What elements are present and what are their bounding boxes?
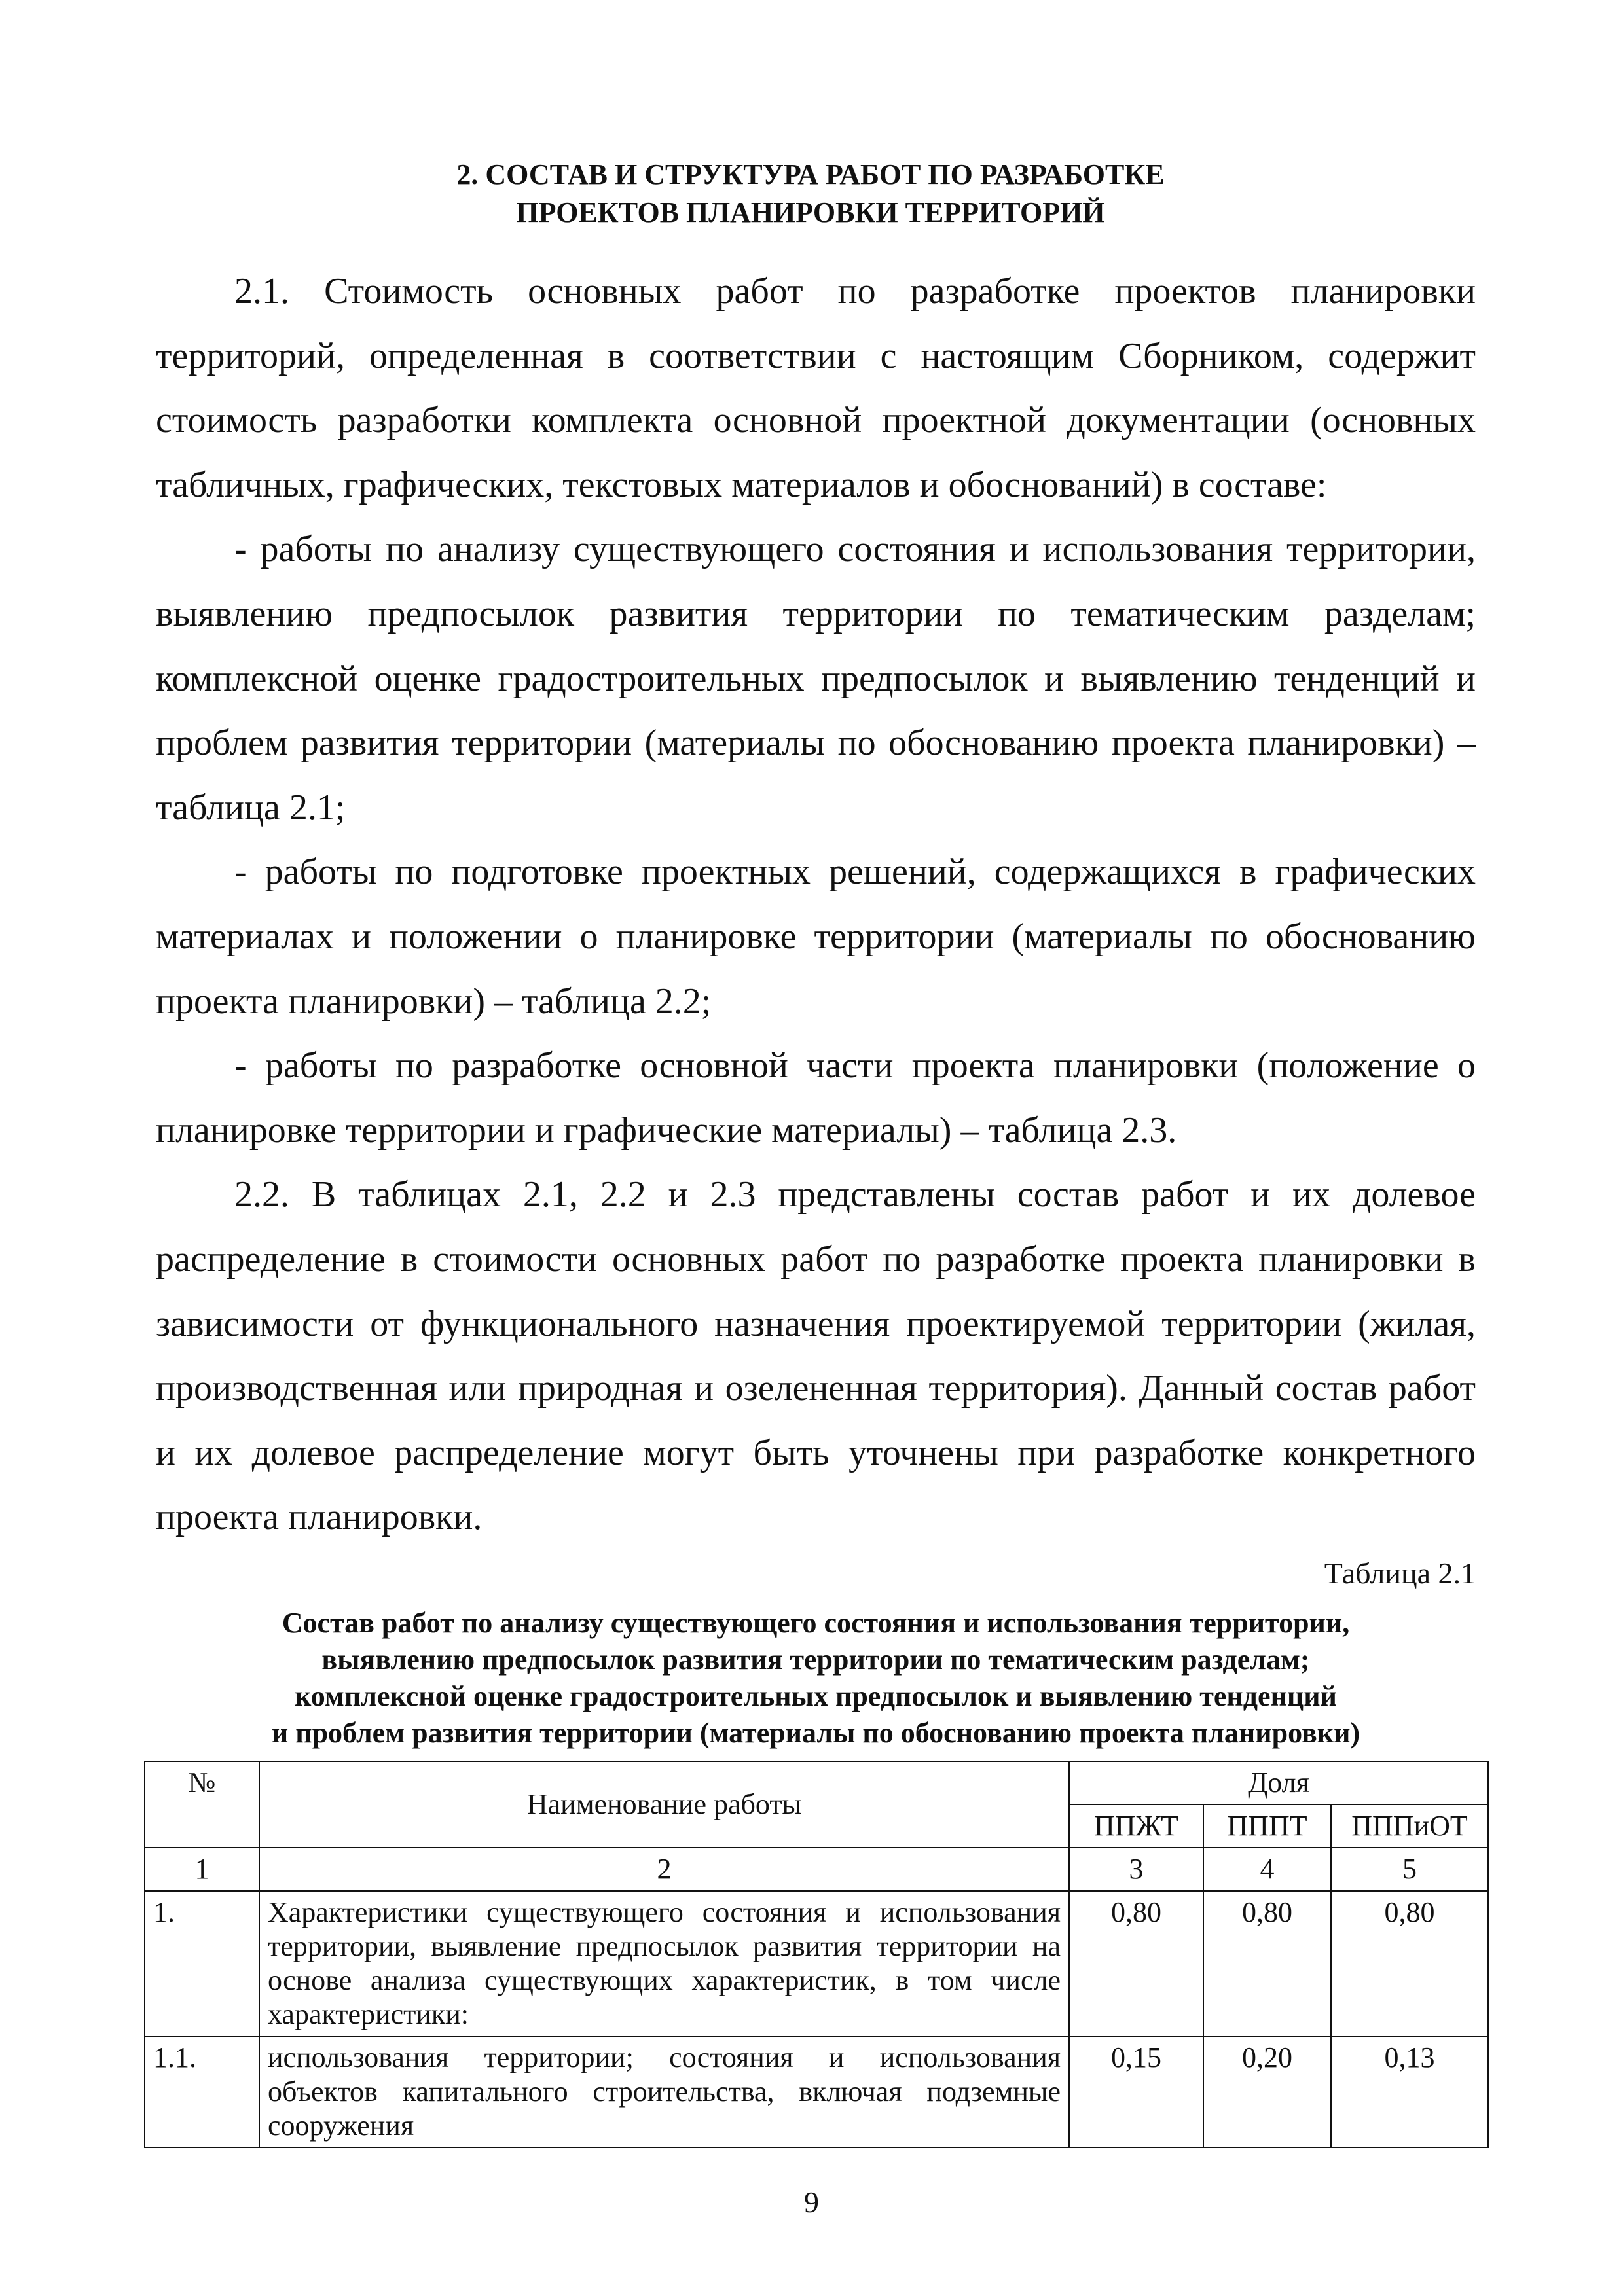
header-pppt: ПППТ [1203, 1804, 1331, 1848]
row-num: 1.1. [145, 2036, 259, 2147]
column-number: 3 [1069, 1848, 1203, 1891]
column-number: 2 [259, 1848, 1069, 1891]
header-ppzht: ППЖТ [1069, 1804, 1203, 1848]
header-name: Наименование работы [259, 1761, 1069, 1848]
paragraph-2-1: 2.1. Стоимость основных работ по разработке проектов планировки территорий, определенная в соответствии с настоящим Сборником, содержит стоимость разработки комплекта основной проектной документации (основных табличных, графических, текстовых материалов и обоснований) в составе: [156, 271, 1476, 505]
section-heading [156, 156, 1465, 232]
header-num: № [145, 1761, 259, 1848]
header-pppiot: ПППиОТ [1331, 1804, 1488, 1848]
section-heading-line-1: 2. СОСТАВ И СТРУКТУРА РАБОТ ПО РАЗРАБОТКЕ [456, 158, 1165, 190]
row-ppzht: 0,80 [1069, 1891, 1203, 2036]
paragraph-item-analysis: - работы по анализу существующего состояния и использования территории, выявлению предпосылок развития территории по тематическим разделам; комплексной оценке градостроительных предпосылок и выявлению тенденций и проблем развития территории (материалы по обоснованию проекта планировки) – таблица 2.1; [156, 529, 1476, 828]
works-table [144, 1761, 1489, 2148]
row-pppiot: 0,80 [1331, 1891, 1488, 2036]
paragraph-2-2: 2.2. В таблицах 2.1, 2.2 и 2.3 представлены состав работ и их долевое распределение в стоимости основных работ по разработке проекта планировки в зависимости от функционального назначения проектируемой территории (жилая, производственная или природная и озелененная территория). Данный состав работ и их долевое распределение могут быть уточнены при разработке конкретного проекта планировки. [156, 1174, 1476, 1538]
row-pppt: 0,20 [1203, 2036, 1331, 2147]
table-row [145, 1891, 1488, 2036]
table-title-line-4: и проблем развития территории (материалы по обоснованию проекта планировки) [271, 1717, 1360, 1749]
table-header-row [145, 1761, 1488, 1804]
paragraph-item-design: - работы по подготовке проектных решений, содержащихся в графических материалах и положении о планировке территории (материалы по обоснованию проекта планировки) – таблица 2.2; [156, 852, 1476, 1022]
header-share: Доля [1069, 1761, 1488, 1804]
row-pppt: 0,80 [1203, 1891, 1331, 2036]
table-title-line-1: Состав работ по анализу существующего состояния и использования территории, [282, 1607, 1350, 1639]
table-label: Таблица 2.1 [1324, 1556, 1476, 1590]
body-text [156, 259, 1476, 1550]
row-num: 1. [145, 1891, 259, 2036]
column-number: 5 [1331, 1848, 1488, 1891]
row-ppzht: 0,15 [1069, 2036, 1203, 2147]
table-title-line-3: комплексной оценке градостроительных предпосылок и выявлению тенденций [295, 1680, 1337, 1712]
column-number: 4 [1203, 1848, 1331, 1891]
table-title-line-2: выявлению предпосылок развития территории по тематическим разделам; [321, 1643, 1310, 1676]
column-numbers-row [145, 1848, 1488, 1891]
row-pppiot: 0,13 [1331, 2036, 1488, 2147]
table-title [156, 1605, 1476, 1751]
paragraph-item-main-part: - работы по разработке основной части проекта планировки (положение о планировке территории и графические материалы) – таблица 2.3. [156, 1045, 1476, 1151]
row-name: использования территории; состояния и использования объектов капитального строительства, включая подземные сооружения [259, 2036, 1069, 2147]
table-row [145, 2036, 1488, 2147]
row-name: Характеристики существующего состояния и использования территории, выявление предпосылок развития территории на основе анализа существующих характеристик, в том числе характеристики: [259, 1891, 1069, 2036]
column-number: 1 [145, 1848, 259, 1891]
page-number: 9 [804, 2185, 819, 2219]
section-heading-line-2: ПРОЕКТОВ ПЛАНИРОВКИ ТЕРРИТОРИЙ [516, 196, 1105, 228]
